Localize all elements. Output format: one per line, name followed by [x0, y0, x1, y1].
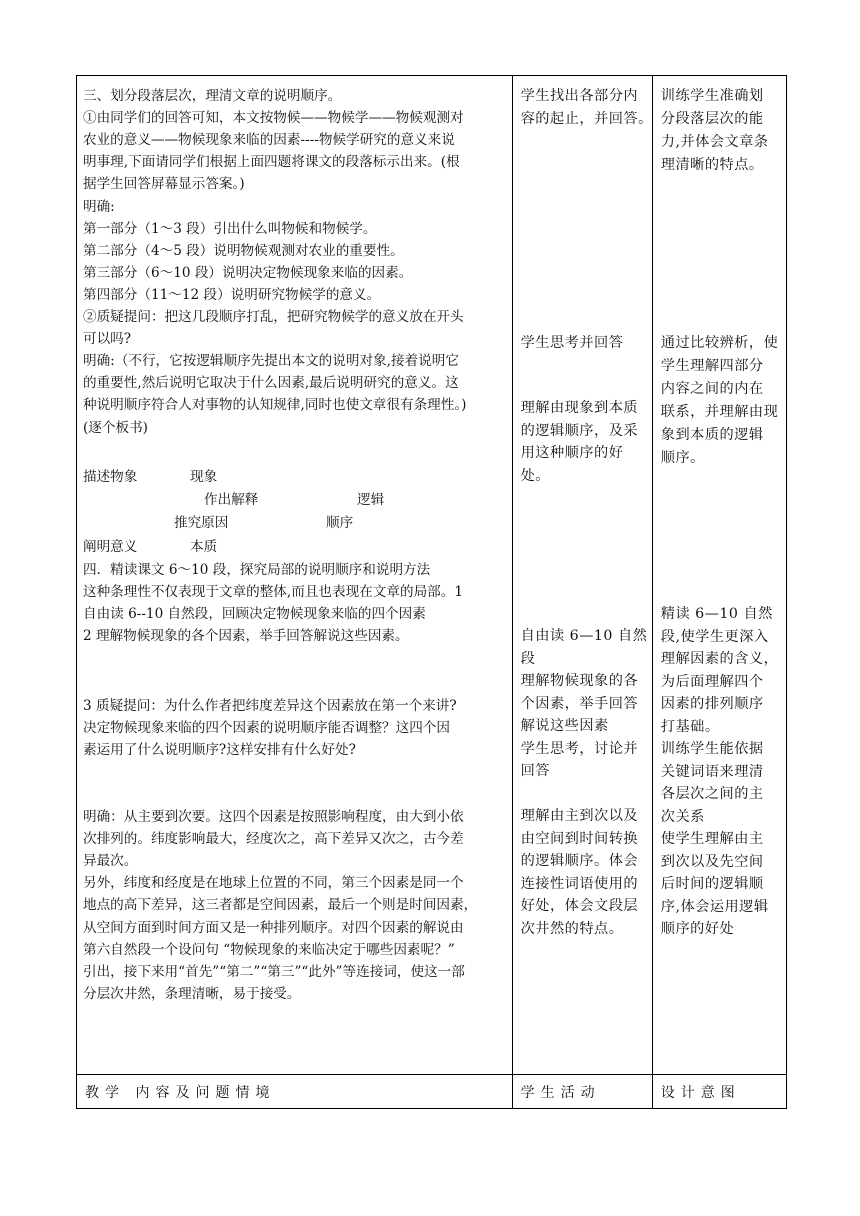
activity-line: 学生思考，讨论并: [520, 740, 639, 757]
activity-line: 好处，体会文段层: [520, 898, 639, 914]
intent-line: 精读 6—10 自然: [660, 606, 773, 622]
footer-cell: [512, 1075, 652, 1109]
intent-line: 训练学生能依据: [660, 741, 764, 757]
teaching-content-cell: [77, 76, 513, 1075]
activity-line: 理解由现象到本质: [520, 400, 639, 416]
intent-line: 理清晰的特点。: [660, 157, 764, 173]
text-line: 自由读 6--10 自然段，回顾决定物候现象来临的四个因素: [83, 606, 426, 623]
intent-line: 打基础。: [660, 718, 720, 735]
intent-line: 段,使学生更深入: [660, 628, 769, 645]
footer-teaching-content-label: 教学 内容及问题情境: [85, 1085, 276, 1101]
footer-student-activity-label: 学生活动: [520, 1085, 601, 1101]
text-line: 明确:（不行，它按逻辑顺序先提出本文的说明对象,接着说明它: [83, 353, 459, 370]
intent-line: 各层次之间的主: [660, 786, 764, 802]
design-intent: [653, 76, 786, 1074]
text-line: 分层次井然，条理清晰，易于接受。: [83, 985, 301, 1002]
diagram-label: 现象: [190, 469, 218, 485]
activity-line: 的逻辑顺序。体会: [520, 853, 639, 869]
activity-line: 处。: [520, 467, 550, 484]
text-line: 次排列的。纬度影响最大，经度次之，高下差异又次之，古今差: [83, 831, 464, 848]
diagram-label: 逻辑: [357, 492, 385, 508]
intent-line: 联系，并理解由现: [660, 404, 779, 420]
intent-line: 因素的排列顺序: [660, 696, 764, 712]
activity-line: 回答: [520, 763, 550, 779]
intent-line: 学生理解四部分: [660, 358, 764, 374]
activity-line: 个因素，举手回答: [520, 695, 639, 712]
text-line: 第三部分（6～10 段）说明决定物候现象来临的因素。: [83, 264, 413, 281]
text-line: 这种条理性不仅表现于文章的整体,而且也表现在文章的局部。1: [83, 584, 463, 601]
activity-line: 解说这些因素: [520, 718, 609, 734]
teaching-content: [77, 76, 512, 1074]
text-line: 地点的高下差异，这三者都是空间因素，最后一个则是时间因素，: [83, 897, 478, 914]
text-line: 第一部分（1～3 段）引出什么叫物候和物候学。: [83, 220, 377, 237]
text-line: 从空间方面到时间方面又是一种排列顺序。对四个因素的解说由: [83, 919, 464, 936]
intent-line: 理解因素的含义，: [660, 651, 779, 667]
text-line: 的重要性,然后说明它取决于什么因素,最后说明研究的意义。这: [83, 375, 459, 392]
text-line: ②质疑提问：把这几段顺序打乱，把研究物候学的意义放在开头: [83, 309, 464, 325]
text-line: 明确:: [83, 198, 115, 215]
intent-line: 为后面理解四个: [660, 673, 764, 690]
activity-line: 用这种顺序的好: [520, 445, 624, 461]
activity-line: 自由读 6—10 自然: [520, 628, 648, 644]
diagram-label: 描述物象: [83, 469, 138, 485]
text-line: 明确：从主要到次要。这四个因素是按照影响程度，由大到小依: [83, 809, 464, 825]
activity-line: 理解由主到次以及: [520, 808, 639, 824]
text-line: 3 质疑提问：为什么作者把纬度差异这个因素放在第一个来讲?: [83, 698, 457, 714]
diagram-label: 推究原因: [174, 515, 229, 531]
footer-cell: [77, 1075, 513, 1109]
intent-line: 分段落层次的能: [660, 111, 764, 127]
text-line: 第二部分（4～5 段）说明物候观测对农业的重要性。: [83, 242, 404, 259]
lesson-plan-table: [76, 75, 787, 1109]
intent-line: 内容之间的内在: [660, 381, 764, 397]
intent-line: 使学生理解由主: [660, 831, 764, 847]
intent-line: 后时间的逻辑顺: [660, 876, 764, 892]
text-line: 明事理,下面请同学们根据上面四题将课文的段落标示出来。(根: [83, 154, 460, 171]
text-line: 农业的意义——物候现象来临的因素----物候学研究的意义来说: [83, 132, 455, 149]
diagram-label: 阐明意义: [83, 539, 138, 555]
intent-line: 顺序的好处: [660, 921, 735, 937]
text-line: 三、划分段落层次，理清文章的说明顺序。: [83, 88, 342, 104]
activity-line: 由空间到时间转换: [520, 830, 639, 847]
text-line: 种说明顺序符合人对事物的认知规律,同时也使文章很有条理性。): [83, 397, 467, 414]
text-line: (逐个板书): [83, 419, 148, 436]
activity-line: 容的起止，并回答。: [520, 110, 653, 127]
intent-line: 通过比较辨析，使: [660, 335, 779, 351]
activity-line: 学生思考并回答: [520, 335, 624, 351]
design-intent-cell: [652, 76, 786, 1075]
text-line: 另外，纬度和经度是在地球上位置的不同，第三个因素是同一个: [83, 875, 464, 892]
intent-line: 次关系: [660, 808, 705, 825]
text-line: 决定物候现象来临的四个因素的说明顺序能否调整？这四个因: [83, 720, 451, 737]
text-line: 素运用了什么说明顺序?这样安排有什么好处?: [83, 742, 356, 759]
footer-row: [77, 1075, 787, 1109]
student-activity-cell: [512, 76, 652, 1075]
text-line: 四．精读课文 6～10 段，探究局部的说明顺序和说明方法: [83, 562, 431, 578]
activity-line: 连接性词语使用的: [520, 875, 639, 892]
student-activity: [513, 76, 652, 1074]
intent-line: 象到本质的逻辑: [660, 427, 764, 443]
text-line: 2 理解物候现象的各个因素，举手回答解说这些因素。: [83, 628, 409, 645]
intent-line: 顺序。: [660, 450, 705, 466]
text-line: 据学生回答屏幕显示答案。): [83, 176, 245, 193]
text-line: 可以吗?: [83, 331, 132, 348]
text-line: 引出，接下来用“首先”“第二”“第三”“此外”等连接词，使这一部: [83, 963, 465, 980]
intent-line: 关键词语来理清: [660, 763, 764, 780]
text-line: 第六自然段一个设问句 “物候现象的来临决定于哪些因素呢？”: [83, 941, 455, 958]
content-row: [77, 76, 787, 1075]
footer-design-intent-label: 设计意图: [660, 1085, 741, 1101]
diagram-label: 本质: [190, 539, 218, 555]
intent-line: 到次以及先空间: [660, 853, 764, 870]
activity-line: 段: [520, 650, 536, 667]
activity-line: 理解物候现象的各: [520, 673, 639, 689]
activity-line: 学生找出各部分内: [520, 88, 639, 104]
intent-line: 训练学生准确划: [660, 88, 764, 104]
activity-line: 次井然的特点。: [520, 920, 624, 937]
footer-cell: [652, 1075, 786, 1109]
activity-line: 的逻辑顺序，及采: [520, 422, 639, 439]
text-line: 第四部分（11～12 段）说明研究物候学的意义。: [83, 286, 381, 303]
text-line: 异最次。: [83, 853, 138, 870]
diagram-label: 顺序: [326, 515, 354, 531]
intent-line: 序,体会运用逻辑: [660, 898, 769, 915]
text-line: ①由同学们的回答可知，本文按物候——物候学——物候观测对: [83, 110, 464, 127]
intent-line: 力,并体会文章条: [660, 134, 769, 150]
diagram-label: 作出解释: [204, 492, 259, 508]
